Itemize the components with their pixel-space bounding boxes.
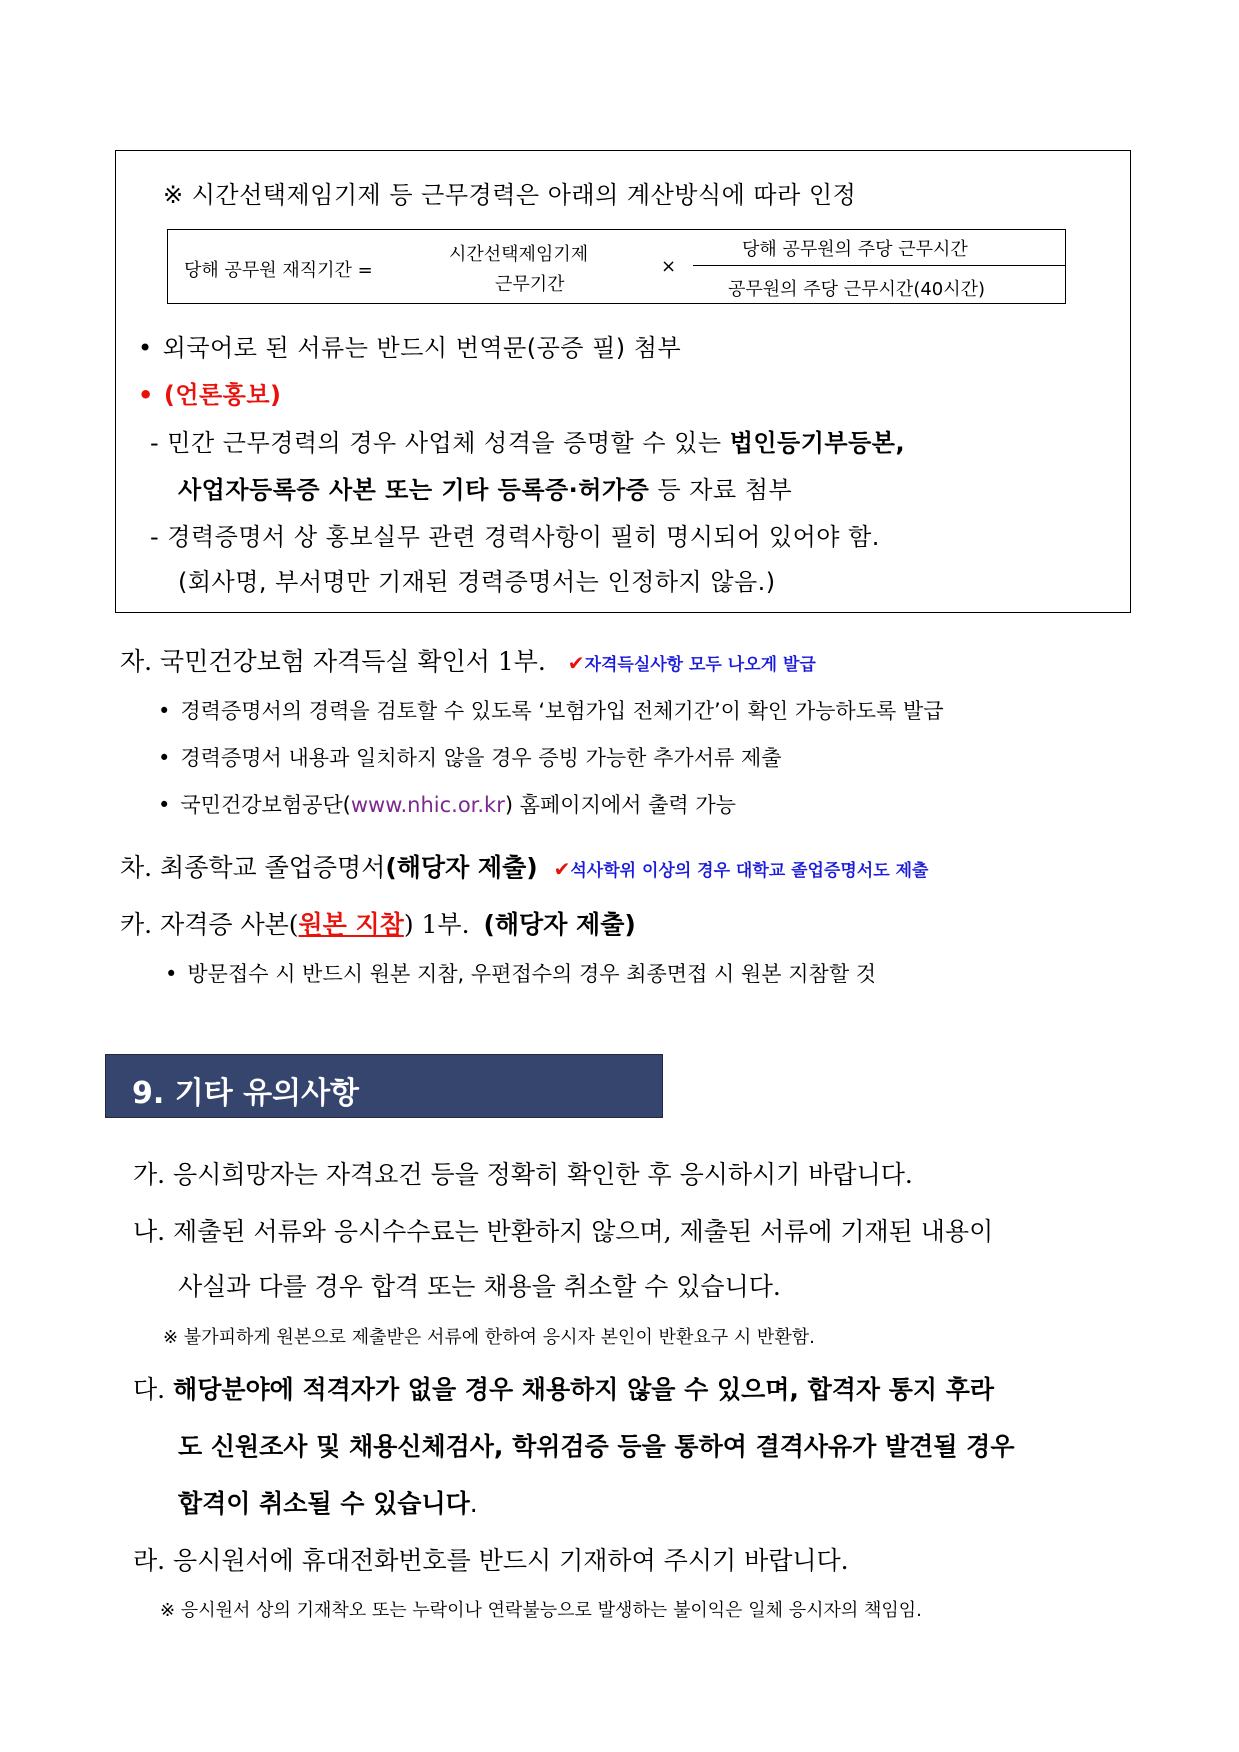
item-ja: 자. 국민건강보험 자격득실 확인서 1부. ✔자격득실사항 모두 나오게 발급: [120, 647, 816, 676]
item-ra-note: ※ 응시원서 상의 기재착오 또는 누락이나 연락불능으로 발생하는 불이익은 일체 응시자의 책임임.: [160, 1600, 922, 1621]
formula-denominator: 공무원의 주당 근무시간(40시간): [728, 279, 986, 300]
item-na: 나. 제출된 서류와 응시수수료는 반환하지 않으며, 제출된 서류에 기재된 내용이: [133, 1217, 994, 1246]
item-na-cont: 사실과 다를 경우 합격 또는 채용을 취소할 수 있습니다.: [178, 1272, 781, 1301]
item-na-note: ※ 불가피하게 원본으로 제출받은 서류에 한하여 응시자 본인이 반환요구 시 반환함.: [163, 1327, 815, 1348]
box-bullet-2: • (언론홍보): [138, 375, 282, 410]
item-ka: 카. 자격증 사본(원본 지참) 1부. (해당자 제출): [120, 910, 636, 939]
box-note: ※ 시간선택제임기제 등 근무경력은 아래의 계산방식에 따라 인정: [163, 181, 857, 209]
section-title: 9. 기타 유의사항: [132, 1076, 360, 1111]
item-ra: 라. 응시원서에 휴대전화번호를 반드시 기재하여 주시기 바랍니다.: [133, 1546, 849, 1575]
item-da-cont-2: 합격이 취소될 수 있습니다.: [178, 1489, 478, 1518]
formula-times: ×: [661, 256, 677, 277]
item-cha: 차. 최종학교 졸업증명서(해당자 제출) ✔석사학위 이상의 경우 대학교 졸업증명서도 제출: [120, 853, 929, 882]
box-dash-2-cont: (회사명, 부서명만 기재된 경력증명서는 인정하지 않음.): [178, 568, 776, 596]
box-dash-1-cont: 사업자등록증 사본 또는 기타 등록증·허가증 등 자료 첨부: [178, 476, 793, 504]
ja-bullet-2: • 경력증명서 내용과 일치하지 않을 경우 증빙 가능한 추가서류 제출: [158, 742, 782, 772]
formula-numerator: 당해 공무원의 주당 근무시간: [742, 239, 968, 260]
item-ga: 가. 응시희망자는 자격요건 등을 정확히 확인한 후 응시하시기 바랍니다.: [133, 1160, 913, 1189]
item-da-cont-1: 도 신원조사 및 채용신체검사, 학위검증 등을 통하여 결격사유가 발견될 경우: [178, 1432, 1015, 1461]
fraction-line: [693, 265, 1066, 266]
box-dash-2: - 경력증명서 상 홍보실무 관련 경력사항이 필히 명시되어 있어야 함.: [150, 523, 880, 551]
formula-left: 당해 공무원 재직기간 =: [184, 260, 373, 281]
box-bullet-1: • 외국어로 된 서류는 반드시 번역문(공증 필) 첨부: [138, 328, 681, 363]
formula-mid-line1: 시간선택제임기제: [449, 244, 589, 265]
ka-bullet-1: • 방문접수 시 반드시 원본 지참, 우편접수의 경우 최종면접 시 원본 지참할 것: [165, 958, 876, 988]
section-header: [105, 1054, 663, 1118]
nhic-link[interactable]: www.nhic.or.kr: [350, 793, 505, 817]
item-da: 다. 해당분야에 적격자가 없을 경우 채용하지 않을 수 있으며, 합격자 통지 후라: [133, 1375, 995, 1404]
formula-mid-line2: 근무기간: [495, 274, 565, 295]
ja-bullet-1: • 경력증명서의 경력을 검토할 수 있도록 ‘보험가입 전체기간’이 확인 가능하도록 발급: [158, 695, 944, 725]
box-dash-1: - 민간 근무경력의 경우 사업체 성격을 증명할 수 있는 법인등기부등본,: [150, 429, 906, 457]
ja-bullet-3: • 국민건강보험공단(www.nhic.or.kr) 홈페이지에서 출력 가능: [158, 789, 736, 819]
